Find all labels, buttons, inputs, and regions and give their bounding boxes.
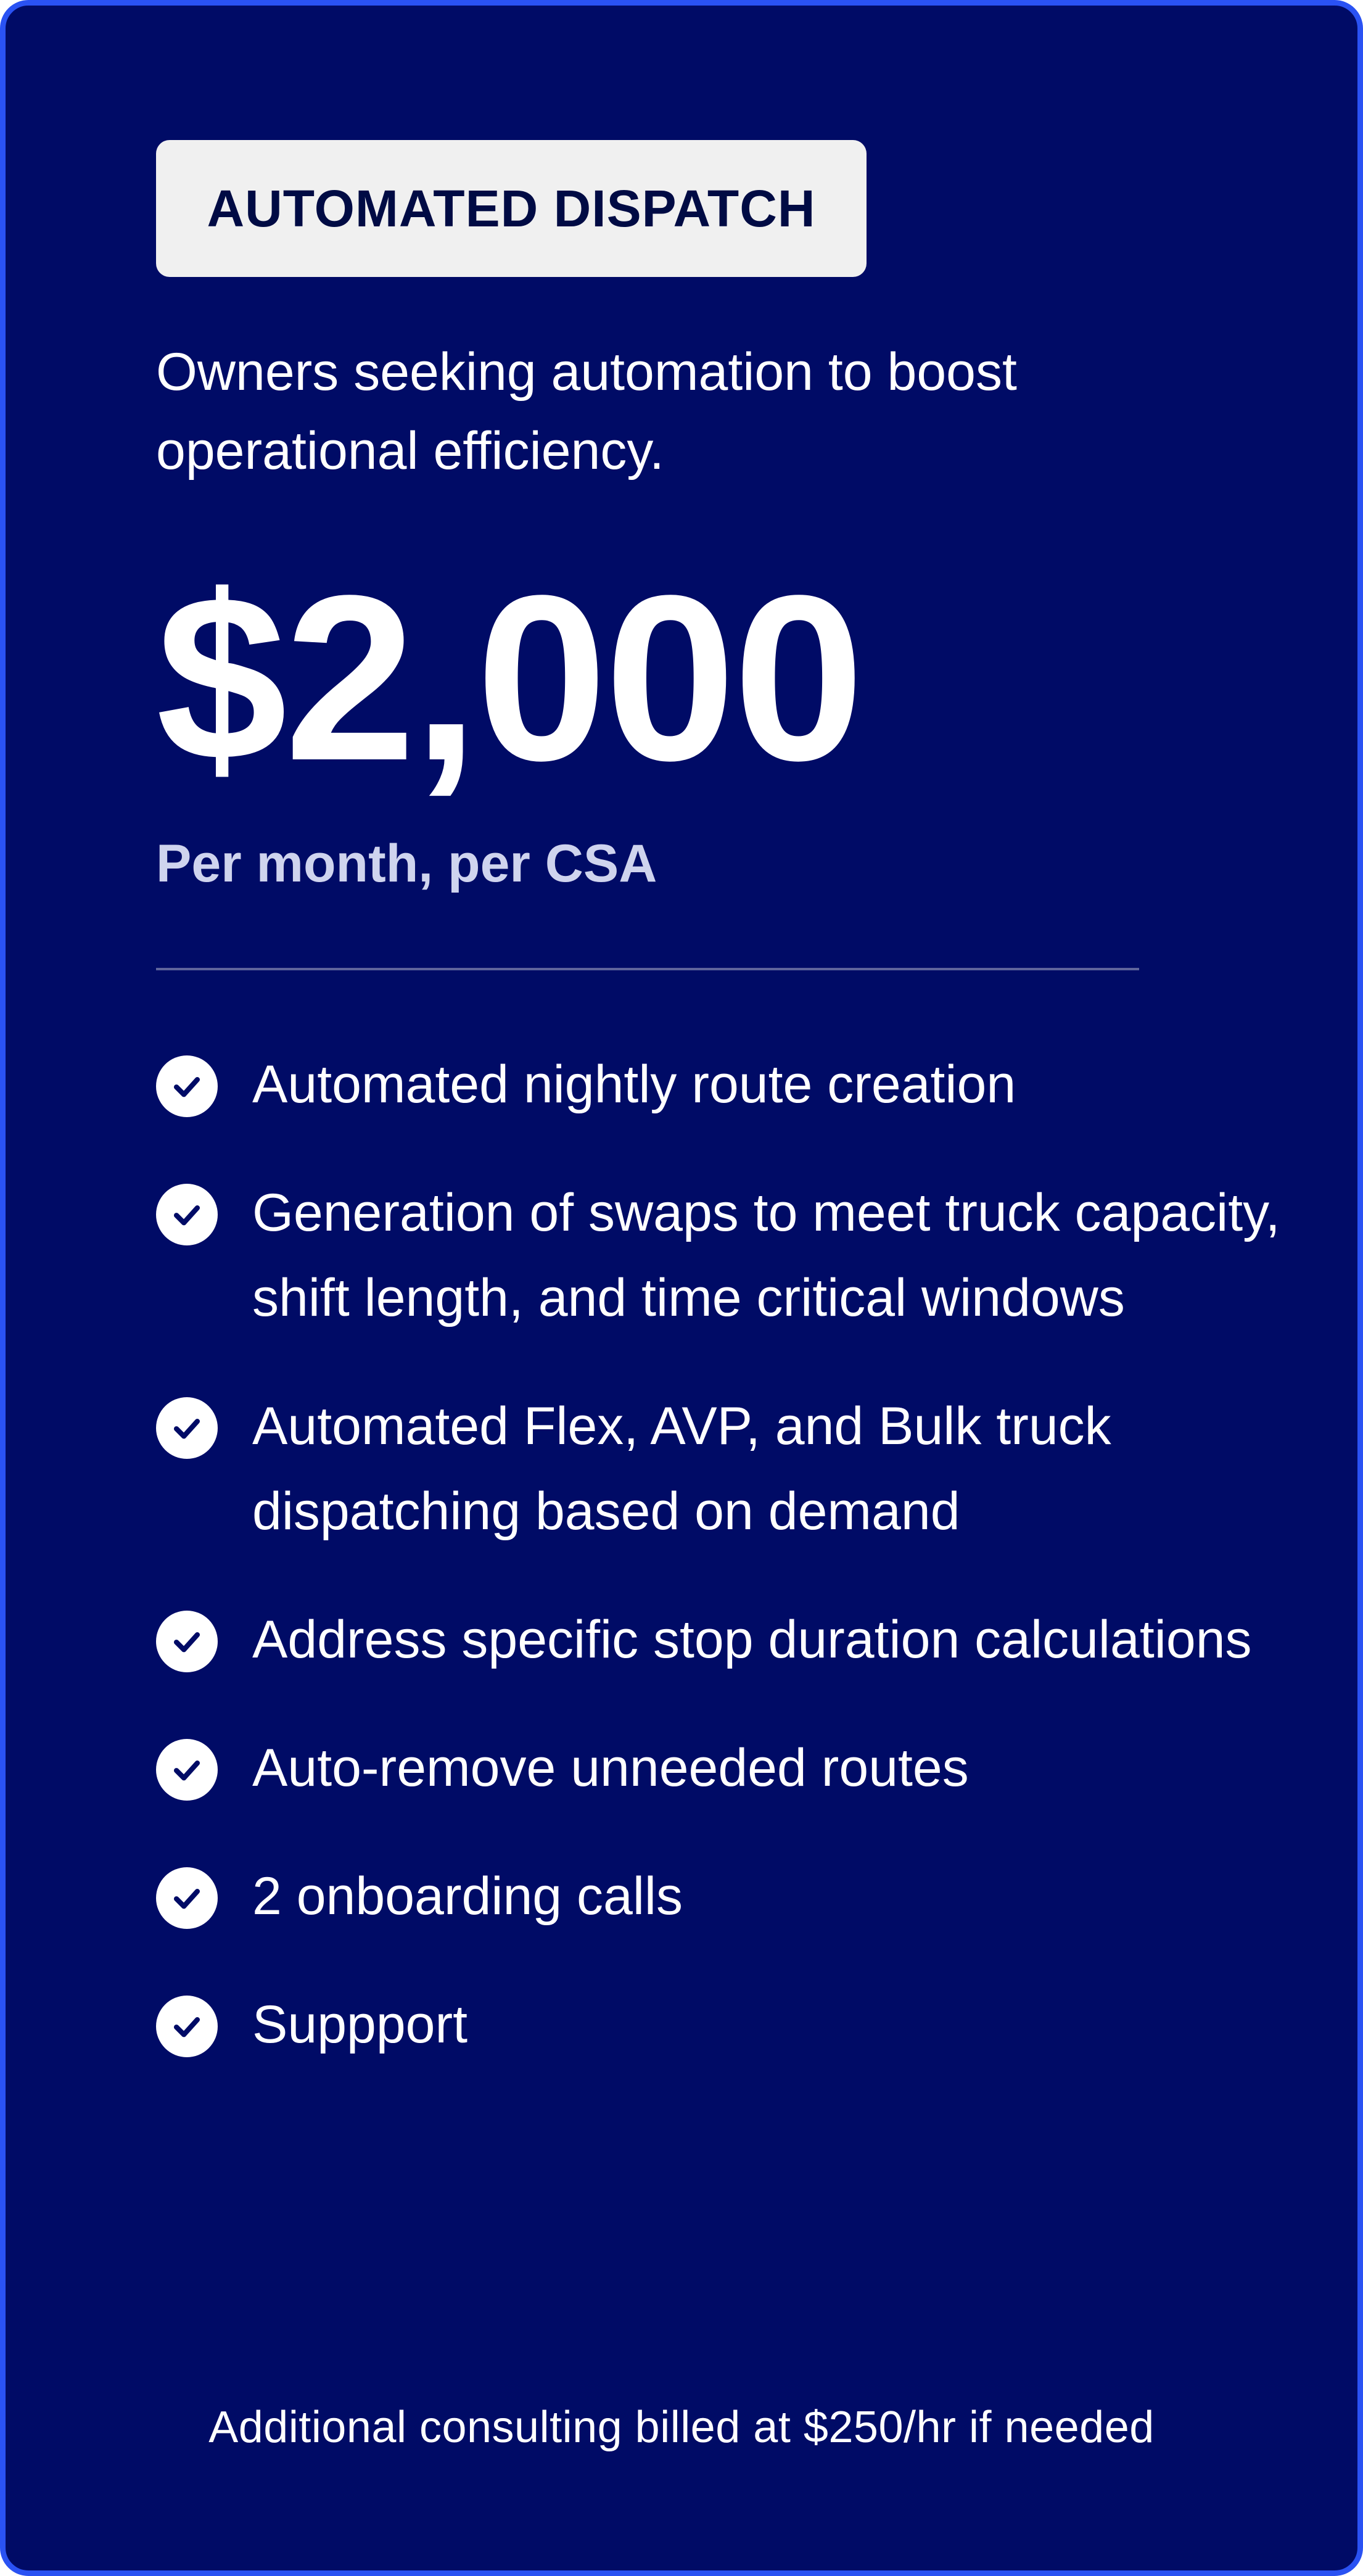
- feature-item: [156, 1982, 1297, 2067]
- feature-item: [156, 1725, 1297, 1810]
- check-circle-icon: [156, 1397, 218, 1459]
- check-circle-icon: [156, 1611, 218, 1672]
- check-circle-icon: [156, 1739, 218, 1801]
- feature-item: [156, 1042, 1297, 1127]
- feature-text: Suppport: [252, 1995, 468, 2054]
- feature-item: [156, 1854, 1297, 1939]
- consulting-footnote: Additional consulting billed at $250/hr if needed: [208, 2403, 1155, 2452]
- feature-item: [156, 1170, 1297, 1340]
- check-circle-icon: [156, 1867, 218, 1929]
- feature-item: [156, 1384, 1297, 1554]
- plan-label: AUTOMATED DISPATCH: [207, 179, 816, 237]
- feature-text: Auto-remove unneeded routes: [252, 1738, 969, 1798]
- divider: [156, 968, 1139, 970]
- feature-list: [156, 1042, 1297, 2110]
- feature-text: 2 onboarding calls: [252, 1867, 683, 1926]
- plan-price: $2,000: [156, 546, 862, 809]
- feature-text: Generation of swaps to meet truck capacity, shift length, and time critical windows: [252, 1183, 1280, 1327]
- feature-text: Address specific stop duration calculations: [252, 1610, 1252, 1669]
- feature-item: [156, 1597, 1297, 1682]
- feature-text: Automated nightly route creation: [252, 1055, 1016, 1114]
- plan-price-unit: Per month, per CSA: [156, 834, 657, 893]
- plan-tagline: Owners seeking automation to boost operational efficiency.: [156, 342, 1017, 481]
- feature-text: Automated Flex, AVP, and Bulk truck dispatching based on demand: [252, 1397, 1111, 1541]
- check-circle-icon: [156, 1184, 218, 1245]
- check-circle-icon: [156, 1996, 218, 2057]
- check-circle-icon: [156, 1055, 218, 1117]
- plan-label-badge: [156, 140, 867, 277]
